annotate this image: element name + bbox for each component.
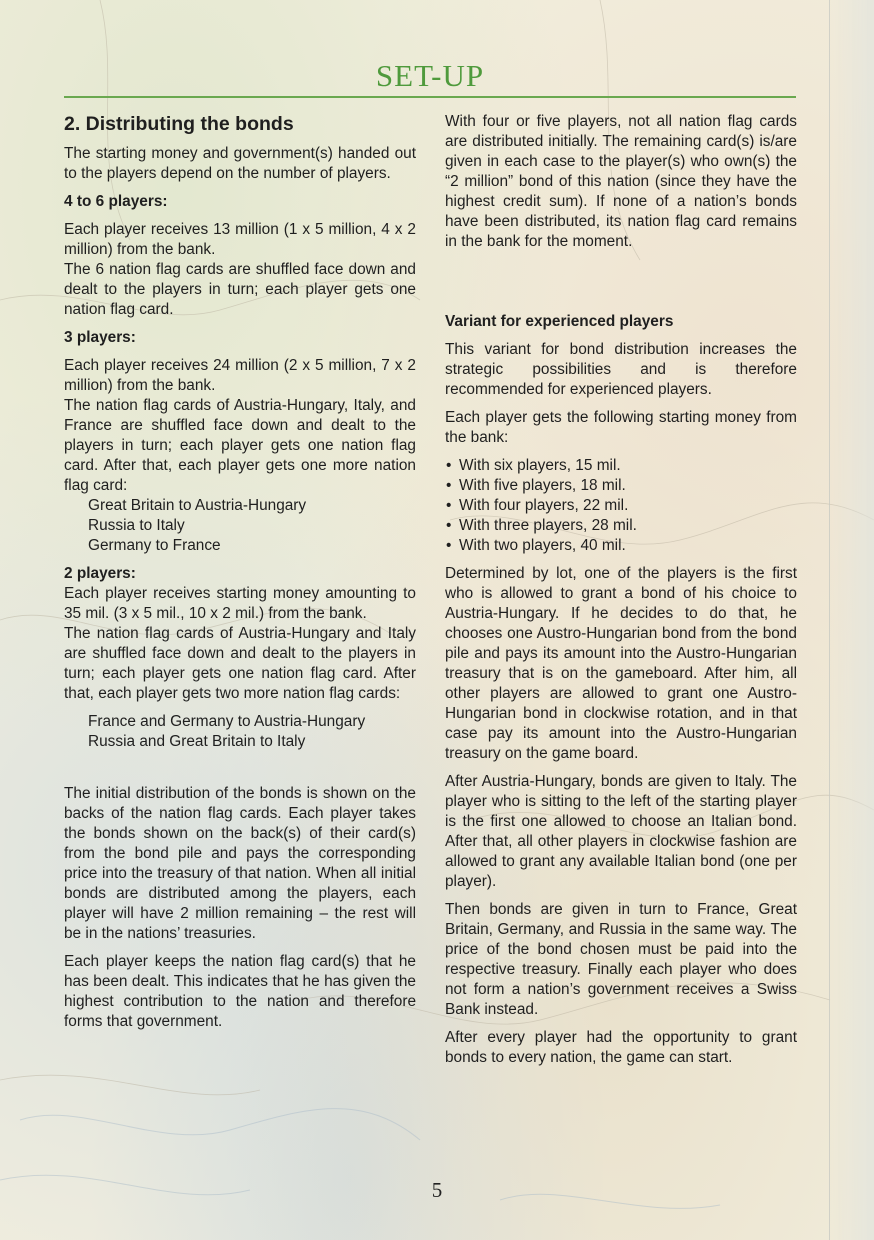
paragraph-4-to-6-cards: The 6 nation flag cards are shuffled face down and dealt to the players in turn; each player gets one nation flag card. bbox=[64, 261, 416, 318]
list-item: • With five players, 18 mil. bbox=[445, 476, 797, 496]
paragraph-4-to-6-money: Each player receives 13 million (1 x 5 million, 4 x 2 million) from the bank. bbox=[64, 221, 416, 258]
list-item: • With three players, 28 mil. bbox=[445, 516, 797, 536]
initial-distribution-paragraph: The initial distribution of the bonds is shown on the backs of the nation flag cards. Each player takes the bonds shown on the back(s) of their card(s) from the bond pile and pays the corresponding price into the treasury of that nation. When all initial bonds are distributed among the players, each player will have 2 million remaining – the rest will be in the nations’ treasuries. bbox=[64, 785, 416, 942]
lot-paragraph: Determined by lot, one of the players is the first who is allowed to grant a bond of his choice to Austria-Hungary. If he decides to do that, he chooses one Austro-Hungarian bond from the bond pile and pays its amount into the Austro-Hungarian treasury that is on the gameboard. After him, all other players are allowed to grant one Austro-Hungarian bond in clockwise rotation, and in that case pay its amount into the Austro-Hungarian treasury on the game board. bbox=[445, 565, 797, 762]
paragraph-2-money: Each player receives starting money amounting to 35 mil. (3 x 5 mil., 10 x 2 mil.) from the bank. bbox=[64, 585, 416, 622]
subheading-3-players: 3 players: bbox=[64, 329, 136, 346]
assignment-item: Germany to France bbox=[88, 537, 221, 554]
assignment-item: France and Germany to Austria-Hungary bbox=[88, 713, 366, 730]
paragraph-3-cards: The nation flag cards of Austria-Hungary, Italy, and France are shuffled face down and dealt to the players in turn; each player gets one nation flag card. After that, each player gets one more nation flag card: bbox=[64, 397, 416, 494]
assignment-list-2-players bbox=[88, 712, 416, 752]
assignment-list-3-players bbox=[88, 496, 416, 556]
assignment-item: Russia to Italy bbox=[88, 517, 185, 534]
right-margin-band bbox=[829, 0, 874, 1240]
section-heading: 2. Distributing the bonds bbox=[64, 113, 294, 135]
starting-money-intro: Each player gets the following starting money from the bank: bbox=[445, 409, 797, 446]
paragraph-3-money: Each player receives 24 million (2 x 5 million, 7 x 2 million) from the bank. bbox=[64, 357, 416, 394]
starting-money-list bbox=[445, 456, 797, 556]
page-number: 5 bbox=[431, 1178, 443, 1202]
other-nations-paragraph: Then bonds are given in turn to France, Great Britain, Germany, and Russia in the same way. The price of the bond chosen must be paid into the respective treasury. Finally each player who does not form a nation’s government receives a Swiss Bank instead. bbox=[445, 901, 797, 1018]
list-item: • With six players, 15 mil. bbox=[445, 456, 797, 476]
intro-paragraph: The starting money and government(s) handed out to the players depend on the number of players. bbox=[64, 145, 416, 182]
subheading-2-players: 2 players: bbox=[64, 565, 136, 582]
list-item: • With four players, 22 mil. bbox=[445, 496, 797, 516]
page-title: SET-UP bbox=[375, 58, 485, 93]
assignment-item: Great Britain to Austria-Hungary bbox=[88, 497, 307, 514]
list-item: • With two players, 40 mil. bbox=[445, 536, 797, 556]
section-header bbox=[64, 58, 796, 98]
italy-paragraph: After Austria-Hungary, bonds are given to Italy. The player who is sitting to the left of the starting player is the first one allowed to choose an Italian bond. After that, all other players in clockwise fashion are allowed to grant any available Italian bond (one per player). bbox=[445, 773, 797, 890]
right-column bbox=[445, 112, 797, 1076]
remaining-cards-paragraph: With four or five players, not all nation flag cards are distributed initially. The remaining card(s) is/are given in each case to the player(s) who own(s) the “2 million” bond of this nation (since they have the highest credit sum). If none of a nation’s bonds have been distributed, its nation flag card remains in the bank for the moment. bbox=[445, 113, 797, 250]
keep-cards-paragraph: Each player keeps the nation flag card(s) that he has been dealt. This indicates that he has given the highest contribution to the nation and therefore forms that government. bbox=[64, 953, 416, 1030]
left-column bbox=[64, 112, 416, 1040]
paragraph-2-cards: The nation flag cards of Austria-Hungary and Italy are shuffled face down and dealt to the players in turn; each player gets one nation flag card. After that, each player gets two more nation flag cards: bbox=[64, 625, 416, 702]
assignment-item: Russia and Great Britain to Italy bbox=[88, 733, 306, 750]
variant-heading: Variant for experienced players bbox=[445, 313, 674, 330]
subheading-4-to-6-players: 4 to 6 players: bbox=[64, 193, 168, 210]
variant-intro-paragraph: This variant for bond distribution increases the strategic possibilities and is therefore recommended for experienced players. bbox=[445, 341, 797, 398]
game-start-paragraph: After every player had the opportunity to grant bonds to every nation, the game can start. bbox=[445, 1029, 797, 1066]
